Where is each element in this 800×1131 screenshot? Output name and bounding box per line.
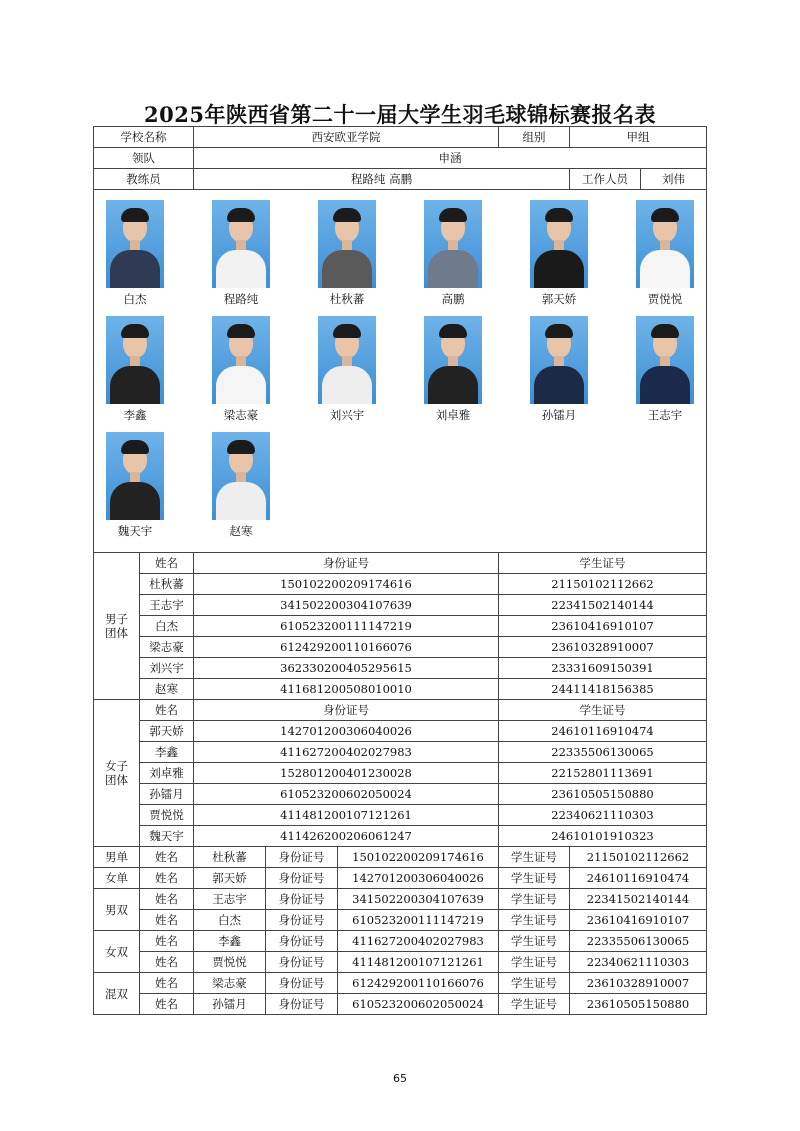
event-label: 女双 (94, 931, 140, 973)
group-label: 组别 (499, 127, 570, 148)
player-id-number: 142701200306040026 (194, 721, 499, 742)
player-name: 王志宇 (140, 595, 194, 616)
name-header: 姓名 (140, 952, 194, 973)
id-header: 身份证号 (266, 973, 338, 994)
page-number: 65 (393, 1072, 407, 1085)
id-header: 身份证号 (266, 868, 338, 889)
id-header: 身份证号 (194, 553, 499, 574)
staff-value: 刘伟 (662, 172, 686, 186)
player-id-number: 411627200402027983 (194, 742, 499, 763)
player-id-number: 341502200304107639 (194, 595, 499, 616)
portrait-photo (106, 432, 164, 520)
table-row (94, 574, 707, 595)
name-header: 姓名 (140, 889, 194, 910)
team-header-row (94, 700, 707, 721)
photos-row (94, 190, 707, 553)
event-row (94, 994, 707, 1015)
player-student-number: 24610116910474 (570, 868, 707, 889)
player-photo-card (210, 432, 272, 538)
player-name: 白杰 (140, 616, 194, 637)
player-student-number: 22340621110303 (499, 805, 707, 826)
player-student-number: 21150102112662 (499, 574, 707, 595)
portrait-photo (106, 316, 164, 404)
player-id-number: 612429200110166076 (194, 637, 499, 658)
player-photo-card (528, 316, 590, 422)
staff-label: 工作人员 (570, 169, 641, 189)
player-id-number: 610523200602050024 (194, 784, 499, 805)
table-row (94, 763, 707, 784)
table-row (94, 742, 707, 763)
player-photo-name: 程路纯 (223, 292, 259, 306)
portrait-photo (636, 316, 694, 404)
table-row (94, 784, 707, 805)
coach-value: 程路纯 高鹏 (194, 169, 570, 190)
event-row (94, 931, 707, 952)
player-student-number: 23610505150880 (499, 784, 707, 805)
portrait-photo (106, 200, 164, 288)
player-id-number: 411627200402027983 (338, 931, 499, 952)
player-name: 孙镭月 (194, 994, 266, 1015)
player-name: 杜秋蕃 (140, 574, 194, 595)
player-photo-card (316, 200, 378, 306)
name-header: 姓名 (140, 847, 194, 868)
id-header: 身份证号 (266, 952, 338, 973)
player-name: 贾悦悦 (194, 952, 266, 973)
player-photo-card (210, 200, 272, 306)
player-student-number: 21150102112662 (570, 847, 707, 868)
name-header: 姓名 (140, 994, 194, 1015)
player-id-number: 411426200206061247 (194, 826, 499, 847)
player-name: 李鑫 (194, 931, 266, 952)
event-label: 女单 (94, 868, 140, 889)
player-student-number: 23610328910007 (570, 973, 707, 994)
player-photo-name: 孙镭月 (541, 408, 577, 422)
portrait-photo (424, 316, 482, 404)
photos-cell (94, 190, 707, 553)
id-header: 身份证号 (266, 994, 338, 1015)
player-photo-name: 魏天宇 (117, 524, 153, 538)
table-row (94, 658, 707, 679)
player-student-number: 24610101910323 (499, 826, 707, 847)
page-title: 2025年陕西省第二十一届大学生羽毛球锦标赛报名表 (144, 102, 656, 127)
table-row (94, 637, 707, 658)
table-row (94, 679, 707, 700)
player-name: 王志宇 (194, 889, 266, 910)
portrait-photo (530, 200, 588, 288)
player-photo-name: 刘兴宇 (329, 408, 365, 422)
player-photo-name: 贾悦悦 (647, 292, 683, 306)
event-row (94, 973, 707, 994)
event-label: 混双 (94, 973, 140, 1015)
event-row (94, 868, 707, 889)
registration-form (93, 126, 707, 1015)
player-student-number: 23331609150391 (499, 658, 707, 679)
id-header: 身份证号 (266, 931, 338, 952)
player-photo-card (634, 200, 696, 306)
player-photo-card (422, 200, 484, 306)
photo-grid (94, 190, 705, 550)
event-label: 男单 (94, 847, 140, 868)
staff-cell (570, 169, 707, 190)
team-label: 男子团体 (94, 553, 140, 700)
portrait-photo (318, 316, 376, 404)
name-header: 姓名 (140, 553, 194, 574)
id-header: 身份证号 (266, 889, 338, 910)
player-name: 梁志豪 (194, 973, 266, 994)
student-header: 学生证号 (499, 994, 570, 1015)
player-id-number: 150102200209174616 (338, 847, 499, 868)
table-row (94, 616, 707, 637)
table-row (94, 595, 707, 616)
player-photo-card (104, 200, 166, 306)
student-header: 学生证号 (499, 973, 570, 994)
player-photo-card (210, 316, 272, 422)
portrait-photo (636, 200, 694, 288)
player-id-number: 411681200508010010 (194, 679, 499, 700)
player-photo-name: 梁志豪 (223, 408, 259, 422)
coach-label: 教练员 (94, 169, 194, 190)
player-student-number: 23610328910007 (499, 637, 707, 658)
player-photo-name: 王志宇 (647, 408, 683, 422)
student-header: 学生证号 (499, 910, 570, 931)
id-header: 身份证号 (266, 847, 338, 868)
player-student-number: 23610416910107 (570, 910, 707, 931)
group-value: 甲组 (570, 127, 707, 148)
player-student-number: 22152801113691 (499, 763, 707, 784)
player-name: 李鑫 (140, 742, 194, 763)
event-row (94, 952, 707, 973)
player-photo-card (104, 432, 166, 538)
player-id-number: 610523200111147219 (194, 616, 499, 637)
student-header: 学生证号 (499, 700, 707, 721)
player-student-number: 22335506130065 (570, 931, 707, 952)
player-id-number: 362330200405295615 (194, 658, 499, 679)
player-name: 梁志豪 (140, 637, 194, 658)
name-header: 姓名 (140, 700, 194, 721)
player-photo-name: 赵寒 (229, 524, 253, 538)
player-photo-name: 杜秋蕃 (329, 292, 365, 306)
player-id-number: 411481200107121261 (194, 805, 499, 826)
table-row (94, 826, 707, 847)
player-id-number: 610523200111147219 (338, 910, 499, 931)
player-photo-name: 白杰 (123, 292, 147, 306)
school-label: 学校名称 (94, 127, 194, 148)
player-photo-name: 李鑫 (123, 408, 147, 422)
player-name: 郭天娇 (194, 868, 266, 889)
player-name: 白杰 (194, 910, 266, 931)
player-student-number: 22340621110303 (570, 952, 707, 973)
team-label: 女子团体 (94, 700, 140, 847)
coach-row (94, 169, 707, 190)
school-row (94, 127, 707, 148)
player-photo-name: 刘卓雅 (435, 408, 471, 422)
portrait-photo (212, 200, 270, 288)
event-label: 男双 (94, 889, 140, 931)
player-name: 孙镭月 (140, 784, 194, 805)
portrait-photo (530, 316, 588, 404)
player-student-number: 22341502140144 (499, 595, 707, 616)
player-student-number: 22341502140144 (570, 889, 707, 910)
player-photo-name: 高鹏 (441, 292, 465, 306)
id-header: 身份证号 (194, 700, 499, 721)
student-header: 学生证号 (499, 553, 707, 574)
name-header: 姓名 (140, 910, 194, 931)
name-header: 姓名 (140, 868, 194, 889)
player-student-number: 23610505150880 (570, 994, 707, 1015)
leader-row (94, 148, 707, 169)
player-id-number: 142701200306040026 (338, 868, 499, 889)
event-row (94, 847, 707, 868)
player-name: 贾悦悦 (140, 805, 194, 826)
player-photo-card (104, 316, 166, 422)
portrait-photo (318, 200, 376, 288)
player-name: 杜秋蕃 (194, 847, 266, 868)
player-id-number: 610523200602050024 (338, 994, 499, 1015)
player-student-number: 24610116910474 (499, 721, 707, 742)
player-id-number: 152801200401230028 (194, 763, 499, 784)
name-header: 姓名 (140, 931, 194, 952)
student-header: 学生证号 (499, 952, 570, 973)
student-header: 学生证号 (499, 931, 570, 952)
event-row (94, 910, 707, 931)
player-student-number: 22335506130065 (499, 742, 707, 763)
portrait-photo (424, 200, 482, 288)
player-name: 郭天娇 (140, 721, 194, 742)
name-header: 姓名 (140, 973, 194, 994)
leader-value: 申涵 (194, 148, 707, 169)
player-name: 刘卓雅 (140, 763, 194, 784)
team-header-row (94, 553, 707, 574)
player-photo-card (422, 316, 484, 422)
portrait-photo (212, 432, 270, 520)
portrait-photo (212, 316, 270, 404)
player-name: 刘兴宇 (140, 658, 194, 679)
player-photo-name: 郭天娇 (541, 292, 577, 306)
player-name: 赵寒 (140, 679, 194, 700)
school-value: 西安欧亚学院 (194, 127, 499, 148)
player-photo-card (634, 316, 696, 422)
student-header: 学生证号 (499, 868, 570, 889)
leader-label: 领队 (94, 148, 194, 169)
player-student-number: 24411418156385 (499, 679, 707, 700)
player-id-number: 341502200304107639 (338, 889, 499, 910)
player-id-number: 411481200107121261 (338, 952, 499, 973)
player-photo-card (316, 316, 378, 422)
student-header: 学生证号 (499, 847, 570, 868)
student-header: 学生证号 (499, 889, 570, 910)
table-row (94, 805, 707, 826)
event-row (94, 889, 707, 910)
player-id-number: 612429200110166076 (338, 973, 499, 994)
player-student-number: 23610416910107 (499, 616, 707, 637)
player-id-number: 150102200209174616 (194, 574, 499, 595)
player-name: 魏天宇 (140, 826, 194, 847)
id-header: 身份证号 (266, 910, 338, 931)
table-row (94, 721, 707, 742)
player-photo-card (528, 200, 590, 306)
